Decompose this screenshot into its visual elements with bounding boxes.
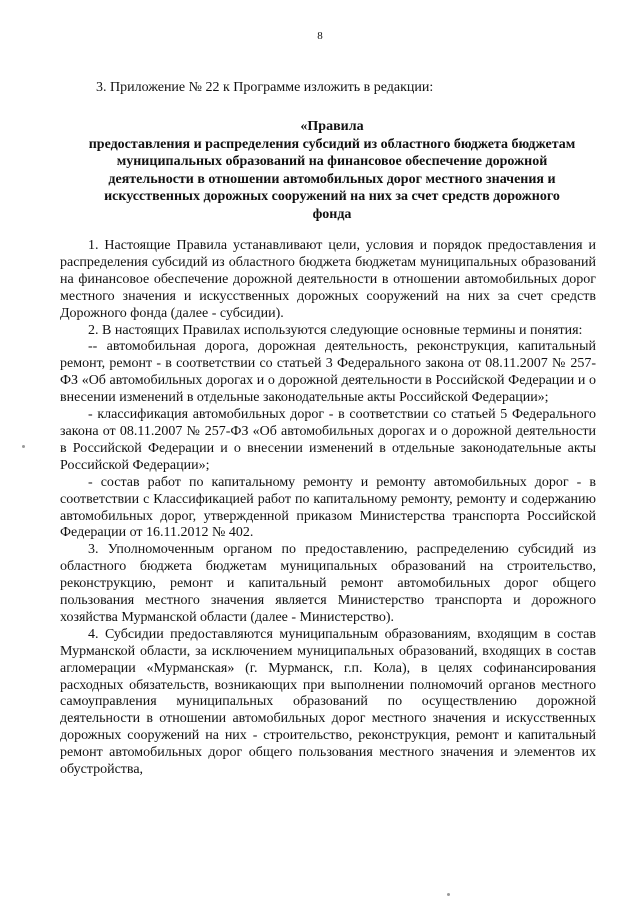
title-line: искусственных дорожных сооружений на них за счет средств дорожного <box>104 189 560 205</box>
title-line: деятельности в отношении автомобильных дорог местного значения и <box>108 171 556 187</box>
paragraph-4: 4. Субсидии предоставляются муниципальным образованиям, входящим в состав Мурманской области, за исключением муниципальных образований, входящих в состав агломерации «Мурманская» (г. Мурманск, г.п. Кола), в целях софинансирования расходных обязательств, возникающих при выполнении полномочий органов местного самоуправления муниципальных образований по осуществлению дорожной деятельности в отношении автомобильных дорог местного значения и искусственных дорожных сооружений на них - строительство, реконструкция, ремонт и капитальный ремонт автомобильных дорог общего пользования местного значения и элементов их обустройства, <box>60 626 596 778</box>
paragraph-2: 2. В настоящих Правилах используются следующие основные термины и понятия: <box>88 322 583 338</box>
rules-title <box>52 118 612 224</box>
scan-speck <box>447 893 450 896</box>
term-roads: -- автомобильная дорога, дорожная деятельность, реконструкция, капитальный ремонт, ремонт - в соответствии со статьей 3 Федерального закона от 08.11.2007 № 257-ФЗ «Об автомобильных дорогах и о дорожной деятельности в Российской Федерации и о внесении изменений в отдельные законодательные акты Российской Федерации»; <box>60 339 596 406</box>
title-line: предоставления и распределения субсидий из областного бюджета бюджетам <box>88 136 576 152</box>
term-works: - состав работ по капитальному ремонту и ремонту автомобильных дорог - в соответствии с Классификацией работ по капитальному ремонту, ремонту и содержанию автомобильных дорог, утвержденной приказом Министерства транспорта Российской Федерации от 16.11.2012 № 402. <box>60 474 596 541</box>
scan-speck <box>22 445 25 448</box>
paragraph-3: 3. Уполномоченным органом по предоставлению, распределению субсидий из областного бюджета бюджетам муниципальных образований на строительство, реконструкцию, ремонт и капитальный ремонт автомобильных дорог общего пользования местного значения является Министерство транспорта и дорожного хозяйства Мурманской области (далее - Министерство). <box>60 542 596 625</box>
amendment-intro: 3. Приложение № 22 к Программе изложить в редакции: <box>96 80 434 95</box>
title-line: «Правила <box>300 119 364 134</box>
title-line: муниципальных образований на финансовое обеспечение дорожной <box>116 154 548 170</box>
title-line: фонда <box>312 206 352 222</box>
term-classification: - классификация автомобильных дорог - в соответствии со статьей 5 Федерального закона от 08.11.2007 № 257-ФЗ «Об автомобильных дорогах и о дорожной деятельности в Российской Федерации и о внесении изменений в отдельные законодательные акты Российской Федерации»; <box>60 407 596 473</box>
paragraph-1: 1. Настоящие Правила устанавливают цели, условия и порядок предоставления и распределения субсидий из областного бюджета бюджетам муниципальных образований на финансовое обеспечение дорожной деятельности в отношении автомобильных дорог местного значения и искусственных дорожных сооружений на них за счет средств Дорожного фонда (далее - субсидии). <box>60 238 596 321</box>
page-number: 8 <box>317 30 323 42</box>
rules-body <box>60 238 596 779</box>
